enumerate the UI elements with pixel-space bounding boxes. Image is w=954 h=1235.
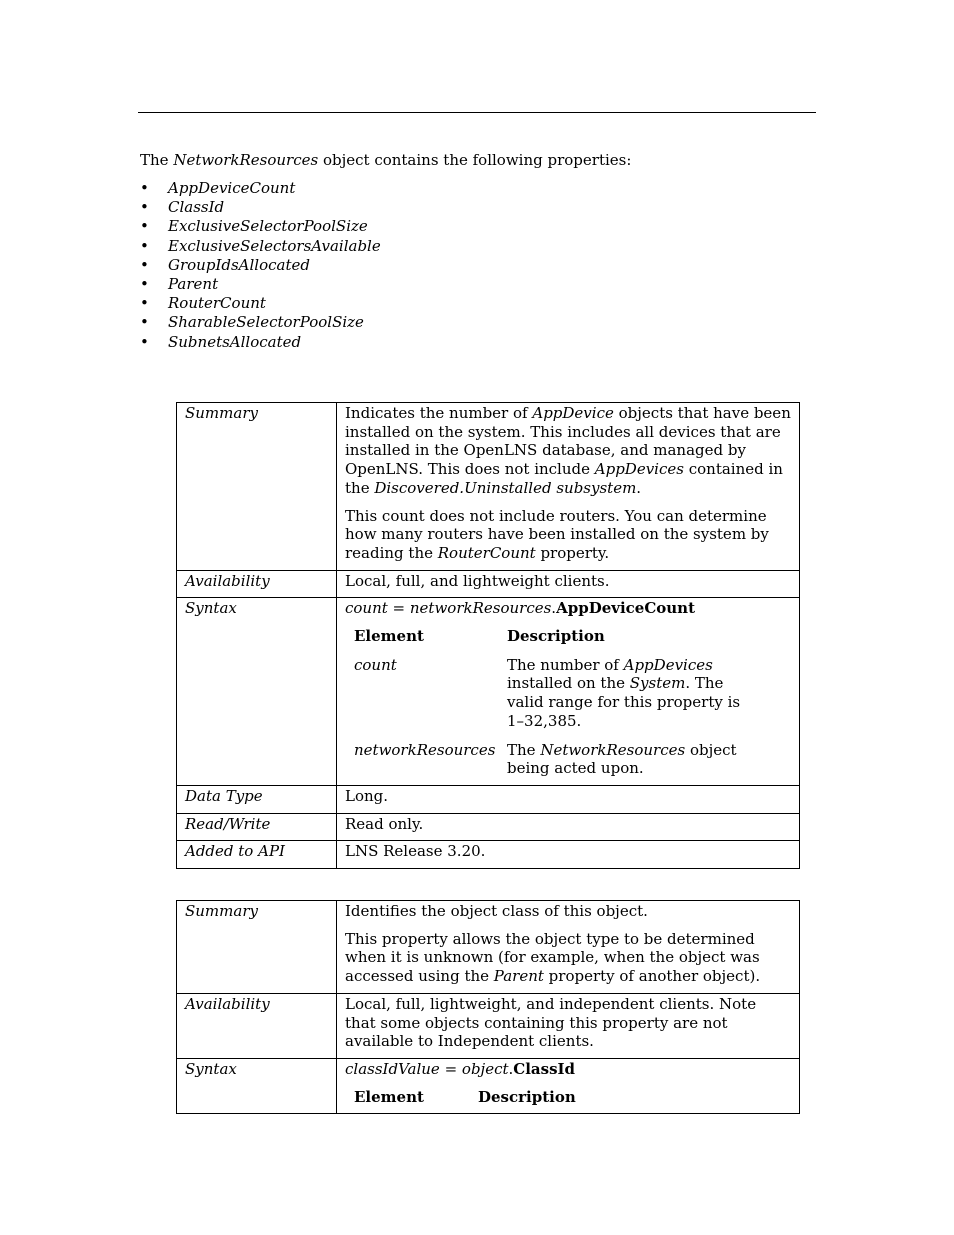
summary-value <box>337 901 800 994</box>
summary-paragraph: This property allows the object type to be determined when it is unknown (for example, when the object was accessed using the Parent property of another object). <box>345 929 761 986</box>
table-row <box>354 731 777 778</box>
element-table <box>354 1088 576 1107</box>
summary-label: Summary <box>177 901 337 994</box>
list-item: • SubnetsAllocated <box>140 332 302 351</box>
intro-paragraph: The NetworkResources object contains the following properties: <box>140 151 632 169</box>
list-item: • Parent <box>140 274 219 293</box>
read-write-label: Read/Write <box>177 813 337 841</box>
classid-table <box>176 900 800 1114</box>
summary-label: Summary <box>177 403 337 571</box>
element-description: The NetworkResources object being acted upon. <box>507 740 737 778</box>
summary-paragraph: This count does not include routers. You can determine how many routers have been installed on the system by reading the RouterCount property. <box>345 506 769 562</box>
summary-paragraph: Identifies the object class of this object. <box>345 902 648 920</box>
syntax-line: classIdValue = object.ClassId <box>345 1059 576 1078</box>
element-header: Element <box>354 1087 424 1106</box>
syntax-value <box>337 1058 800 1113</box>
list-item: • ExclusiveSelectorPoolSize <box>140 217 368 236</box>
appdevicecount-table <box>176 402 800 869</box>
list-item: • AppDeviceCount <box>140 179 296 197</box>
syntax-label: Syntax <box>177 598 337 786</box>
syntax-line: count = networkResources.AppDeviceCount <box>345 599 696 618</box>
summary-paragraph: Indicates the number of AppDevice objects that have been installed on the system. This includes all devices that are installed in the OpenLNS database, and managed by OpenLNS. This does not include AppDevices contained in the Discovered.Uninstalled subsystem. <box>345 404 791 497</box>
table-row <box>177 841 800 869</box>
table-row <box>177 993 800 1058</box>
element-table <box>354 627 777 778</box>
table-row <box>177 598 800 786</box>
syntax-value <box>337 598 800 786</box>
summary-value <box>337 403 800 571</box>
syntax-label: Syntax <box>177 1058 337 1113</box>
read-write-value: Read only. <box>337 813 800 841</box>
table-row <box>354 646 777 731</box>
availability-label: Availability <box>177 570 337 598</box>
element-name: networkResources <box>354 740 496 759</box>
table-row <box>177 813 800 841</box>
description-header: Description <box>478 1087 576 1106</box>
header-rule <box>138 112 816 113</box>
availability-label: Availability <box>177 993 337 1058</box>
element-header: Element <box>354 627 424 646</box>
list-item: • GroupIdsAllocated <box>140 255 310 274</box>
table-row <box>177 1058 800 1113</box>
table-row <box>177 403 800 571</box>
data-type-value: Long. <box>337 785 800 813</box>
added-to-api-label: Added to API <box>177 841 337 869</box>
availability-value: Local, full, lightweight, and independent clients. Note that some objects containing this property are not available to Independent clients. <box>337 993 800 1058</box>
table-row <box>177 901 800 994</box>
list-item: • ExclusiveSelectorsAvailable <box>140 236 381 255</box>
table-row <box>177 570 800 598</box>
list-item: • ClassId <box>140 198 225 217</box>
availability-value: Local, full, and lightweight clients. <box>337 570 800 598</box>
data-type-label: Data Type <box>177 785 337 813</box>
property-list <box>140 179 381 352</box>
list-item: • SharableSelectorPoolSize <box>140 313 364 332</box>
element-name: count <box>354 655 397 674</box>
table-row <box>177 785 800 813</box>
description-header: Description <box>507 627 605 646</box>
element-description: The number of AppDevices installed on the System. The valid range for this property is 1–32,385. <box>507 655 741 730</box>
added-to-api-value: LNS Release 3.20. <box>337 841 800 869</box>
list-item: • RouterCount <box>140 294 266 313</box>
